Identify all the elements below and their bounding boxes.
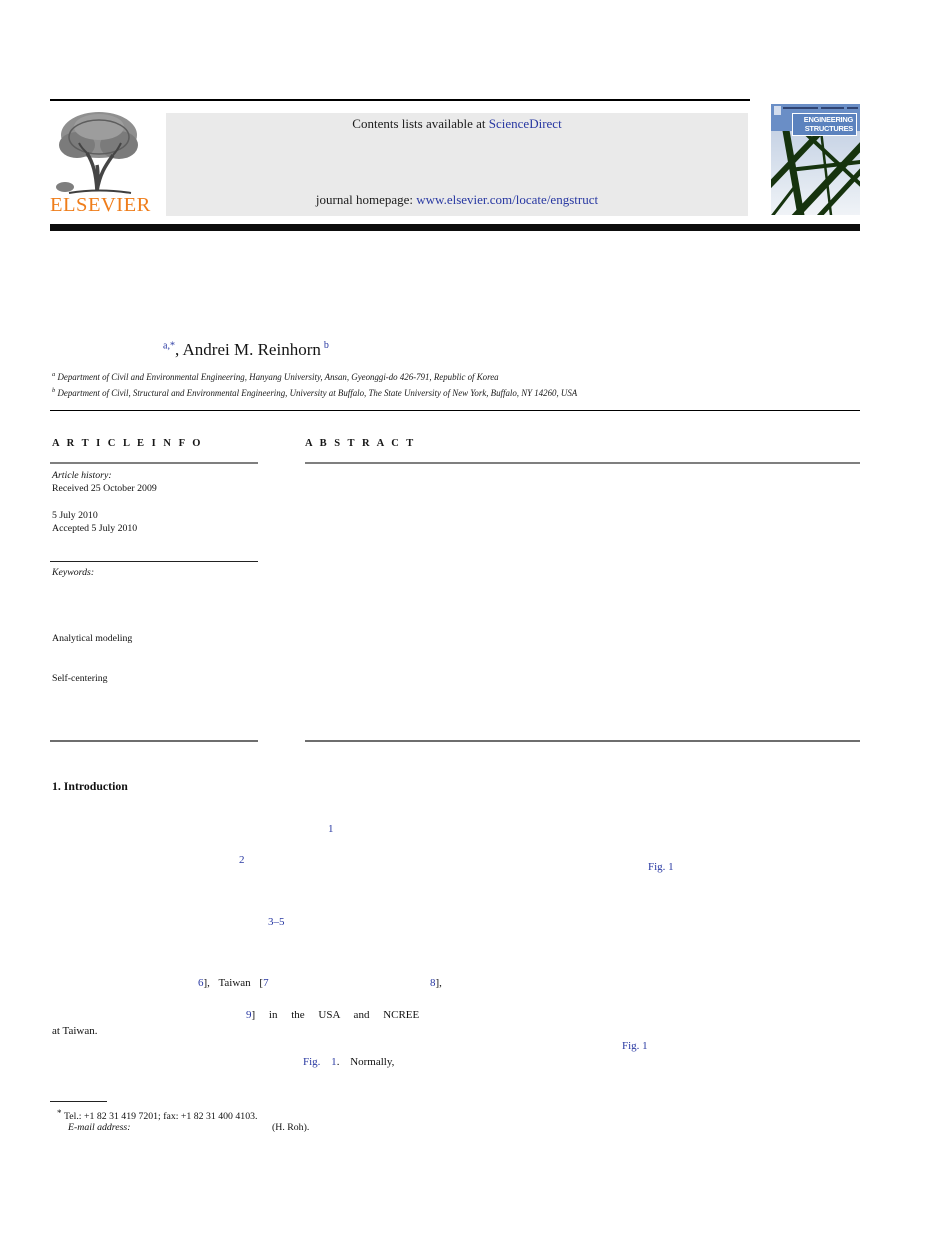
figure-1-reference-right-b[interactable]: Fig. 1 [622, 1040, 648, 1052]
article-info-heading: A R T I C L E I N F O [52, 438, 203, 449]
affiliation-a-sup: a [52, 371, 56, 378]
contents-prefix: Contents lists available at [352, 116, 489, 131]
article-info-top-rule [50, 462, 258, 464]
header-thick-bar [50, 224, 860, 231]
first-author-affiliation-sup[interactable]: a,* [163, 340, 175, 352]
cover-publisher-emblem [774, 106, 781, 115]
footnote-rule [50, 1101, 107, 1102]
journal-homepage-link[interactable]: www.elsevier.com/locate/engstruct [416, 192, 599, 207]
figure-1-reference[interactable]: Fig. 1 [303, 1056, 337, 1068]
abstract-top-rule [305, 462, 860, 464]
affiliation-bottom-rule [50, 410, 860, 411]
figure-1-reference-right-a[interactable]: Fig. 1 [648, 861, 674, 873]
homepage-prefix: journal homepage: [315, 192, 417, 207]
body-fragment-fig1-normally [303, 1056, 394, 1069]
citation-ref-2[interactable]: 2 [239, 854, 245, 866]
keywords-label: Keywords: [52, 567, 95, 578]
abstract-heading: A B S T R A C T [305, 438, 416, 449]
elsevier-tree-logo [53, 107, 145, 197]
citation-ref-6[interactable]: 6 [198, 977, 204, 989]
header-top-rule [50, 99, 750, 101]
body-text: ] in the USA and NCREE [251, 1009, 420, 1021]
affiliation-b-text: Department of Civil, Structural and Environmental Engineering, University at Buffalo, The State University of New York, Buffalo, NY 14260, USA [55, 387, 578, 398]
citation-ref-1[interactable]: 1 [328, 823, 334, 835]
article-info-bottom-rule [50, 740, 258, 742]
homepage-line [166, 192, 748, 208]
elsevier-tree-icon [53, 107, 145, 197]
body-text: . Normally, [336, 1056, 395, 1068]
body-fragment-ncree [246, 1009, 419, 1022]
journal-banner [166, 113, 748, 216]
affiliation-b [52, 387, 577, 398]
contents-line [166, 116, 748, 132]
footnote-tel-text: Tel.: +1 82 31 419 7201; fax: +1 82 31 400 4103. [63, 1111, 258, 1122]
second-author-affiliation-sup[interactable]: b [323, 340, 329, 352]
author-names: , Andrei M. Reinhorn [174, 340, 321, 359]
citation-ref-8[interactable]: 8 [430, 977, 436, 989]
keyword-analytical-modeling: Analytical modeling [52, 633, 133, 644]
body-text: ], [435, 977, 442, 989]
cover-title-line2: STRUCTURES [804, 123, 853, 133]
article-history-label: Article history: [52, 470, 112, 481]
body-fragment-taiwan [198, 977, 269, 990]
cover-volume-strip [783, 107, 858, 110]
citation-ref-9[interactable]: 9 [246, 1009, 252, 1021]
received-date: Received 25 October 2009 [52, 483, 157, 494]
revised-date: 5 July 2010 [52, 510, 98, 521]
footnote-marker: * [57, 1108, 62, 1118]
keyword-self-centering: Self-centering [52, 673, 108, 684]
citation-ref-3-5[interactable]: 3–5 [268, 916, 285, 928]
keywords-separator-rule [50, 561, 258, 562]
affiliation-a-text: Department of Civil and Environmental Engineering, Hanyang University, Ansan, Gyeonggi-do 426-791, Republic of Korea [55, 371, 499, 382]
cover-truss-image [771, 131, 860, 215]
citation-ref-7[interactable]: 7 [263, 977, 269, 989]
body-fragment-ref8 [430, 977, 442, 990]
affiliation-a [52, 371, 499, 382]
journal-cover-thumbnail[interactable] [769, 102, 862, 217]
introduction-heading: 1. Introduction [52, 779, 128, 793]
author-line [163, 340, 329, 360]
body-fragment-at-taiwan: at Taiwan. [52, 1025, 98, 1037]
sciencedirect-link[interactable]: ScienceDirect [488, 116, 562, 131]
cover-title-line1: ENGINEERING [803, 115, 853, 124]
affiliation-b-sup: b [52, 387, 56, 394]
cover-title-panel [792, 113, 857, 136]
accepted-date: Accepted 5 July 2010 [52, 523, 138, 534]
elsevier-wordmark: ELSEVIER [50, 194, 151, 216]
abstract-bottom-rule [305, 740, 860, 742]
footnote-email-suffix: (H. Roh). [272, 1122, 310, 1133]
journal-cover [771, 104, 860, 215]
footnote-email-label: E-mail address: [68, 1122, 131, 1133]
body-text: ], Taiwan [ [203, 977, 264, 989]
